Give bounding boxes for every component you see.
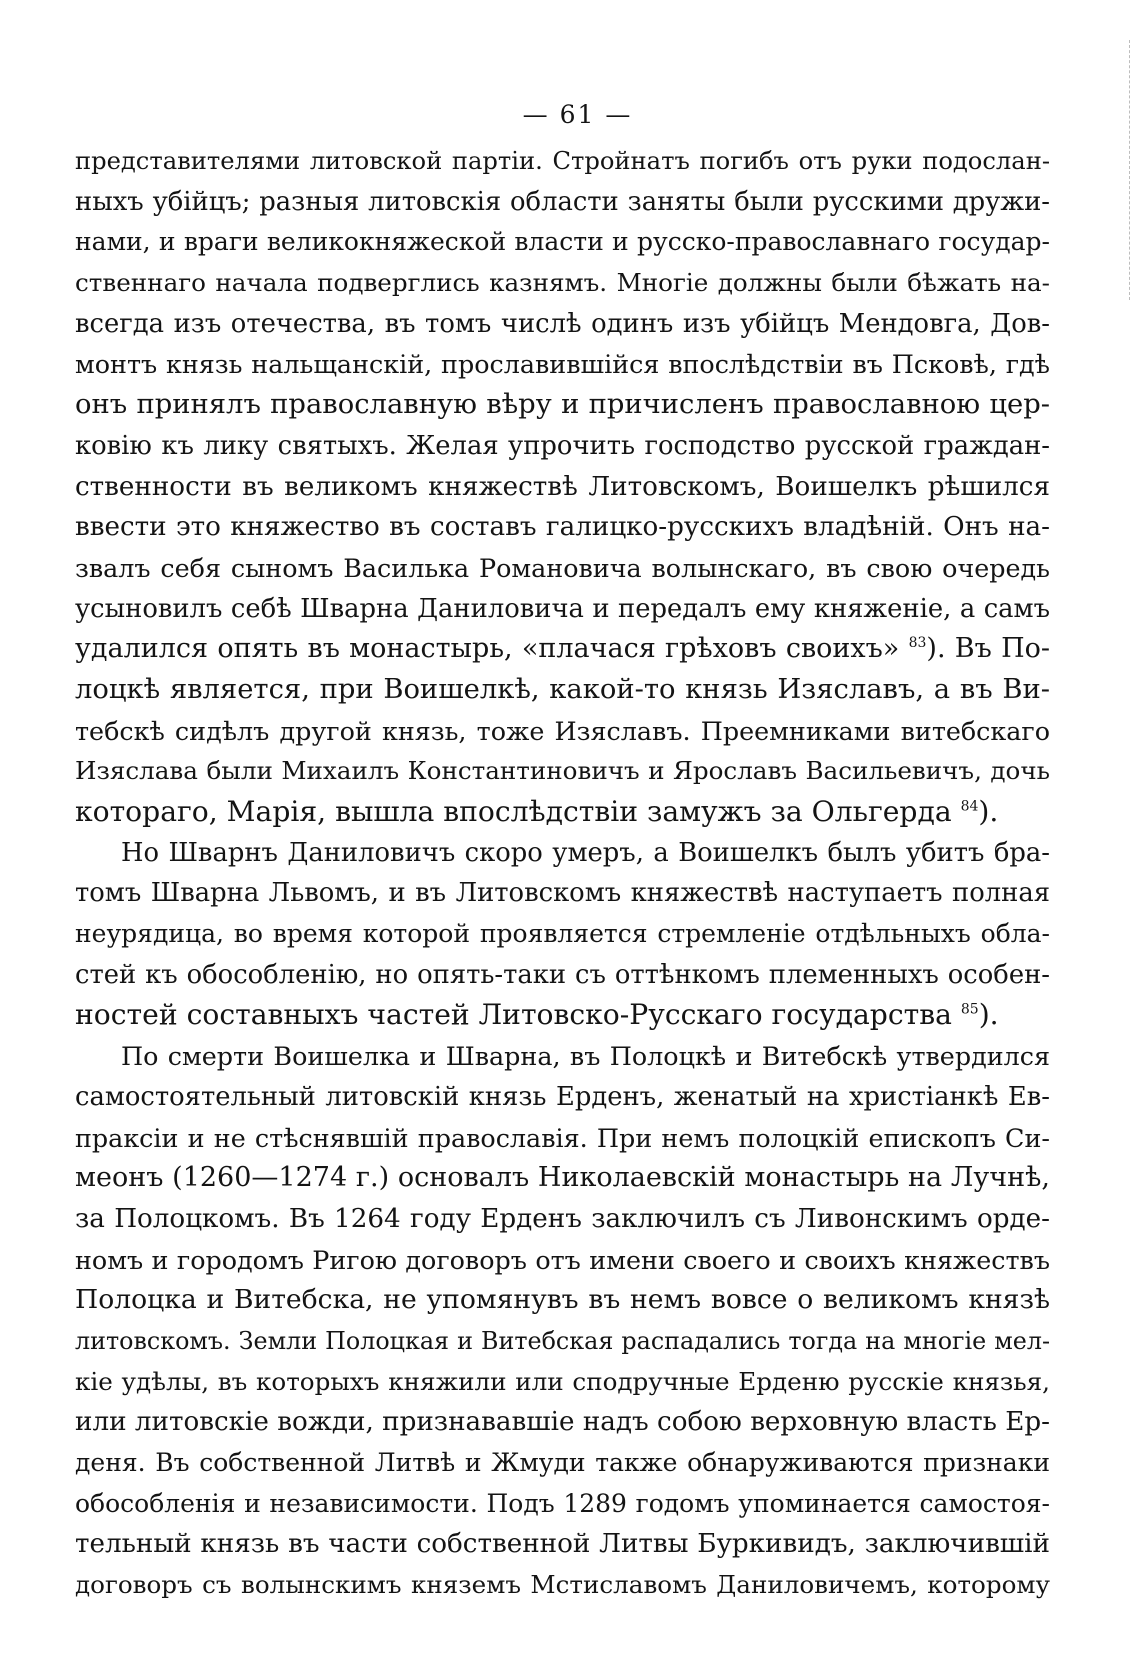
- text-line: онъ принялъ православную вѣру и причисленъ православною цер-: [75, 389, 1050, 421]
- text-line-footnote-83: [75, 629, 1050, 670]
- text-line: ковію къ лику святыхъ. Желая упрочить господство русской граждан-: [75, 430, 1050, 461]
- text-line: кіе удѣлы, въ которыхъ княжили или сподручные Ерденю русскіе князья,: [75, 1366, 1050, 1396]
- text-line: ввести это княжество въ составъ галицко-русскихъ владѣній. Онъ на-: [75, 512, 1050, 543]
- text-line: Полоцка и Витебска, не упомянувъ въ немъ вовсе о великомъ князѣ: [75, 1284, 1050, 1316]
- text-segment: ). Въ По-: [926, 633, 1051, 665]
- text-line: Изяслава были Михаилъ Константиновичъ и Ярославъ Васильевичъ, дочь: [75, 756, 1050, 786]
- text-line: ственнаго начала подверглись казнямъ. Многіе должны были бѣжать на-: [75, 268, 1050, 298]
- text-line: деня. Въ собственной Литвѣ и Жмуди также обнаруживаются признаки: [75, 1448, 1050, 1477]
- text-line: усыновилъ себѣ Шварна Даниловича и передалъ ему княженіе, а самъ: [75, 593, 1050, 624]
- text-line: ственности въ великомъ княжествѣ Литовскомъ, Воишелкъ рѣшился: [75, 471, 1050, 502]
- text-segment: ностей составныхъ частей Литовско-Русскаго государства: [75, 998, 961, 1032]
- text-line: самостоятельный литовскій князь Ерденъ, женатый на христіанкѣ Ев-: [75, 1081, 1050, 1112]
- text-line-footnote-85: [75, 995, 1050, 1036]
- text-line: всегда изъ отечества, въ томъ числѣ одинъ изъ убійцъ Мендовга, Дов-: [75, 308, 1050, 339]
- footnote-marker-83: 83: [908, 635, 927, 652]
- text-line: праксіи и не стѣснявшій православія. При немъ полоцкій епископъ Си-: [75, 1122, 1050, 1153]
- text-line: тебскѣ сидѣлъ другой князь, тоже Изяславъ. Преемниками витебскаго: [75, 715, 1050, 746]
- text-line: договоръ съ волынскимъ княземъ Мстиславомъ Даниловичемъ, которому: [75, 1570, 1050, 1600]
- text-line: стей къ обособленію, но опять-таки съ оттѣнкомъ племенныхъ особен-: [75, 959, 1050, 990]
- text-line: По смерти Воишелка и Шварна, въ Полоцкѣ и Витебскѣ утвердился: [121, 1041, 1050, 1072]
- text-segment: ).: [978, 795, 999, 828]
- text-line: нами, и враги великокняжеской власти и русско-православнаго государ-: [75, 227, 1050, 257]
- footnote-marker-84: 84: [960, 798, 979, 815]
- text-line: за Полоцкомъ. Въ 1264 году Ерденъ заключилъ съ Ливонскимъ орде-: [75, 1203, 1050, 1234]
- text-line: представителями литовской партіи. Стройнатъ погибъ отъ руки подослан-: [75, 147, 1050, 175]
- text-line: меонъ (1260—1274 г.) основалъ Николаевскій монастырь на Лучнѣ,: [75, 1162, 1050, 1194]
- text-line: монтъ князь нальщанскій, прославившійся впослѣдствіи въ Псковѣ, гдѣ: [75, 349, 1050, 380]
- text-line: Но Шварнъ Даниловичъ скоро умеръ, а Воишелкъ былъ убитъ бра-: [121, 837, 1050, 868]
- text-line: звалъ себя сыномъ Василька Романовича волынскаго, въ свою очередь: [75, 552, 1050, 583]
- text-line: лоцкѣ является, при Воишелкѣ, какой-то князь Изяславъ, а въ Ви-: [75, 673, 1050, 705]
- text-line: ныхъ убійцъ; разныя литовскія области заняты были русскими дружи-: [75, 186, 1050, 217]
- text-line: или литовскіе вожди, признававшіе надъ собою верховную власть Ер-: [75, 1407, 1050, 1438]
- text-segment: котораго, Марія, вышла впослѣдствіи замужъ за Ольгерда: [75, 795, 961, 828]
- text-line: номъ и городомъ Ригою договоръ отъ имени своего и своихъ княжествъ: [75, 1244, 1050, 1275]
- text-segment: удалился опять въ монастырь, «плачася грѣховъ своихъ»: [75, 633, 909, 665]
- text-segment: ).: [978, 998, 999, 1032]
- text-line: неурядица, во время которой проявляется стремленіе отдѣльныхъ обла-: [75, 919, 1050, 949]
- text-line: томъ Шварна Львомъ, и въ Литовскомъ княжествѣ наступаетъ полная: [75, 878, 1050, 909]
- paragraph-1: [75, 141, 1050, 833]
- paragraph-3: [75, 1036, 1050, 1606]
- text-line: тельный князь въ части собственной Литвы Буркивидъ, заключившій: [75, 1529, 1050, 1560]
- text-line: обособленія и независимости. Подъ 1289 годомъ упоминается самостоя-: [75, 1488, 1050, 1518]
- paragraph-2: [75, 833, 1050, 1036]
- text-line-footnote-84: [75, 792, 1050, 833]
- page-number: — 61 —: [522, 100, 633, 129]
- footnote-marker-85: 85: [960, 1002, 979, 1019]
- page: [75, 100, 1050, 1606]
- text-line: литовскомъ. Земли Полоцкая и Витебская распадались тогда на многіе мел-: [75, 1326, 1050, 1355]
- scan-margin-mark: [1126, 40, 1130, 300]
